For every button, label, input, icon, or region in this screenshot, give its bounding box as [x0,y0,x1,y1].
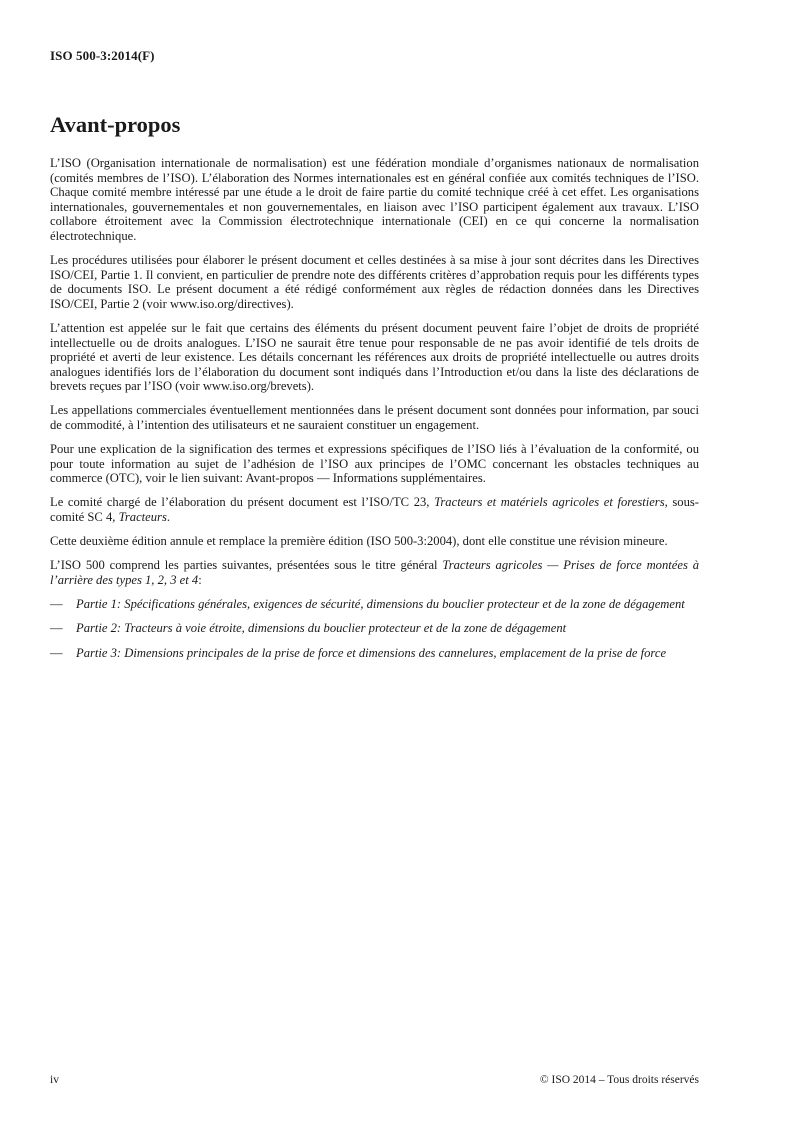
copyright-notice: © ISO 2014 – Tous droits réservés [539,1074,699,1086]
parts-intro-text: L’ISO 500 comprend les parties suivantes, présentées sous le titre général [50,558,443,573]
parts-list [50,597,699,661]
general-title: Tracteurs agricoles — Prises de force montées à l’arrière des types 1, 2, 3 et 4 [50,558,699,587]
paragraph-edition: Cette deuxième édition annule et remplace la première édition (ISO 500-3:2004), dont elle constitue une révision mineure. [50,534,668,549]
subcommittee-title: Tracteurs [118,509,167,524]
paragraph-patent-rights: L’attention est appelée sur le fait que certains des éléments du présent document peuvent faire l’objet de droits de propriété intellectuelle ou de droits analogues. L’ISO ne saurait être tenue pour responsable de ne pas avoir identifié de tels droits de propriété et averti de leur existence. Les détails concernant les références aux droits de propriété intellectuelle ou autres droits analogues identifiés lors de l’élaboration du document sont indiqués dans l’Introduction et/ou dans la liste des déclarations de brevets reçues par l’ISO (voir www.iso.org/brevets). [50,320,699,394]
document-identifier: ISO 500-3:2014(F) [50,48,155,63]
committee-text: Le comité chargé de l’élaboration du présent document est l’ISO/TC 23, [50,495,435,510]
page-title: Avant-propos [50,112,181,137]
paragraph-trade-names: Les appellations commerciales éventuellement mentionnées dans le présent document sont données pour information, par souci de commodité, à l’intention des utilisateurs et ne sauraient constituer un engagement. [50,403,699,432]
list-item [50,621,699,636]
paragraph-committee [50,495,699,524]
page-number: iv [50,1074,59,1086]
dash-marker: — [50,621,63,636]
list-item [50,646,699,661]
foreword-body [50,156,699,671]
dash-marker: — [50,596,63,611]
list-item-text: Partie 2: Tracteurs à voie étroite, dimensions du bouclier protecteur et de la zone de dégagement [76,621,567,636]
paragraph-iso-overview: L’ISO (Organisation internationale de normalisation) est une fédération mondiale d’organismes nationaux de normalisation (comités membres de l’ISO). L’élaboration des Normes internationales est en général confiée aux comités techniques de l’ISO. Chaque comité membre intéressé par une étude a le droit de faire partie du comité technique créé à cet effet. Les organisations internationales, gouvernementales et non gouvernementales, en liaison avec l’ISO participent également aux travaux. L’ISO collabore étroitement avec la Commission électrotechnique internationale (CEI) en ce qui concerne la normalisation électrotechnique. [50,156,699,243]
paragraph-wto-info: Pour une explication de la signification des termes et expressions spécifiques de l’ISO liés à l’évaluation de la conformité, ou pour toute information au sujet de l’adhésion de l’ISO aux principes de l’OMC concernant les obstacles techniques au commerce (OTC), voir le lien suivant: Avant-propos — Informations supplémentaires. [50,442,699,486]
paragraph-procedures: Les procédures utilisées pour élaborer le présent document et celles destinées à sa mise à jour sont décrites dans les Directives ISO/CEI, Partie 1. Il convient, en particulier de prendre note des différents critères d’approbation requis pour les différents types de documents ISO. Le présent document a été rédigé conformément aux règles de rédaction données dans les Directives ISO/CEI, Partie 2 (voir www.iso.org/directives). [50,253,699,311]
list-item [50,597,699,612]
committee-subcommittee: , sous-comité SC 4, [50,495,699,524]
list-item-text: Partie 1: Spécifications générales, exigences de sécurité, dimensions du bouclier protecteur et de la zone de dégagement [76,596,685,611]
committee-end: . [166,509,171,524]
parts-intro-colon: : [198,572,202,587]
list-item-text: Partie 3: Dimensions principales de la prise de force et dimensions des cannelures, emplacement de la prise de force [76,646,667,661]
dash-marker: — [50,646,63,661]
committee-title: Tracteurs et matériels agricoles et forestiers [434,495,665,510]
paragraph-parts-intro [50,558,699,587]
